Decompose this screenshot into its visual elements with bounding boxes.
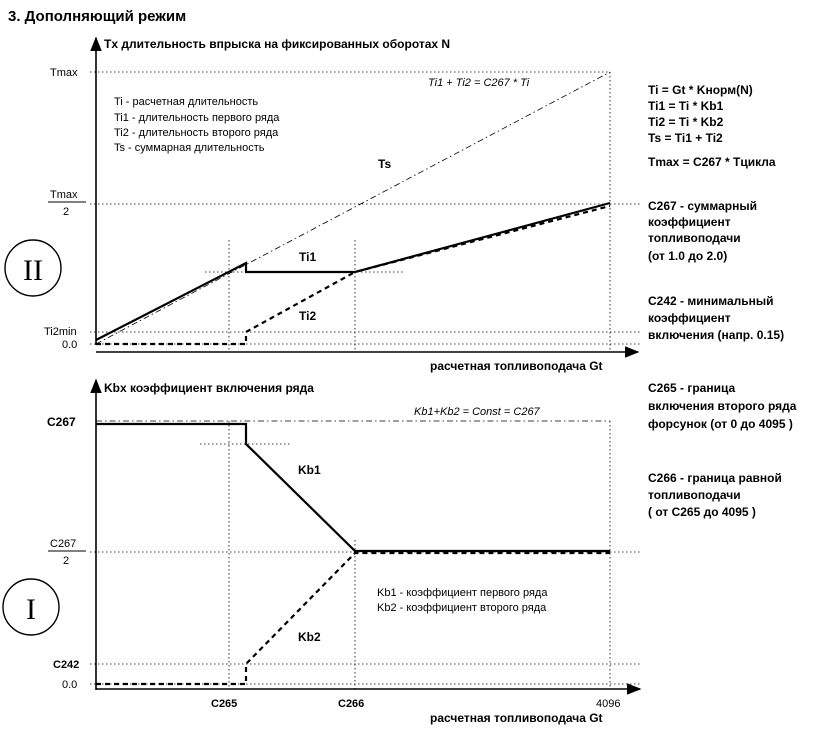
note-c267-line4: (от 1.0 до 2.0) <box>648 249 728 263</box>
tick-tmax-half-num: Tmax <box>50 189 78 201</box>
note-formula-ti1: Ti1 = Ti * Kb1 <box>648 99 724 113</box>
note-c242-line2: коэффициент <box>648 311 731 325</box>
kb2-curve <box>96 553 610 684</box>
tick-tmax: Tmax <box>50 67 78 79</box>
note-c266-line2: топливоподачи <box>648 488 741 502</box>
note-c267-line1: C267 - суммарный <box>648 199 758 213</box>
top-formula: Ti1 + Ti2 = C267 * Ti <box>428 77 530 89</box>
label-ti1: Ti1 <box>299 250 317 264</box>
note-c267-line3: топливоподачи <box>648 231 741 245</box>
tick-c265: C265 <box>211 698 238 710</box>
label-ti2: Ti2 <box>299 309 317 323</box>
bottom-chart <box>3 380 640 725</box>
tick-c267-half-num: C267 <box>50 538 77 550</box>
top-y-axis-title: Tx длительность впрыска на фиксированных оборотах N <box>104 37 451 51</box>
label-ts: Ts <box>378 157 392 171</box>
top-x-axis-title: расчетная топливоподача Gt <box>430 359 603 373</box>
note-tmax-formula: Tmax = C267 * Tцикла <box>648 155 776 169</box>
ti1-curve <box>96 203 610 340</box>
bottom-legend-kb2: Kb2 - коэффициент второго ряда <box>377 602 547 614</box>
tick-c266: C266 <box>338 698 365 710</box>
roman-numeral-bottom: I <box>26 593 36 626</box>
tick-ti2min: Ti2min <box>44 326 77 338</box>
kb1-curve <box>96 424 610 551</box>
note-c266-line1: C266 - граница равной <box>648 471 782 485</box>
tick-tmax-half-den: 2 <box>63 206 70 218</box>
note-c265-line3: форсунок (от 0 до 4095 ) <box>648 417 793 431</box>
note-formula-ti2: Ti2 = Ti * Kb2 <box>648 115 724 129</box>
label-kb1: Kb1 <box>298 463 321 477</box>
tick-c242: C242 <box>53 659 80 671</box>
top-legend-ts: Ts - суммарная длительность <box>114 142 265 154</box>
bottom-legend-kb1: Kb1 - коэффициент первого ряда <box>377 587 548 599</box>
ti2-curve <box>96 206 610 344</box>
note-formula-ti: Ti = Gt * Kнорм(N) <box>648 83 753 97</box>
roman-numeral-top: II <box>23 254 43 287</box>
note-c266-line3: ( от C265 до 4095 ) <box>648 505 756 519</box>
note-formula-ts: Ts = Ti1 + Ti2 <box>648 131 723 145</box>
bottom-y-axis-title: Kbx коэффициент включения ряда <box>104 381 314 395</box>
page-heading: 3. Дополняющий режим <box>8 8 187 25</box>
note-c265-line2: включения второго ряда <box>648 399 797 413</box>
note-c242-line1: C242 - минимальный <box>648 294 774 308</box>
tick-c267-half-den: 2 <box>63 555 70 567</box>
note-c265-line1: C265 - граница <box>648 381 736 395</box>
top-legend-ti2: Ti2 - длительность второго ряда <box>114 127 279 139</box>
label-kb2: Kb2 <box>298 630 321 644</box>
top-legend-ti1: Ti1 - длительность первого ряда <box>114 112 280 124</box>
tick-top-zero: 0.0 <box>62 339 78 351</box>
bottom-x-axis-title: расчетная топливоподача Gt <box>430 711 603 725</box>
note-c242-line3: включения (напр. 0.15) <box>648 328 785 342</box>
top-chart <box>5 37 640 373</box>
tick-4096: 4096 <box>596 698 621 710</box>
tick-bottom-zero: 0.0 <box>62 679 78 691</box>
bottom-formula: Kb1+Kb2 = Const = C267 <box>414 406 540 418</box>
notes-panel <box>648 83 797 519</box>
tick-c267: C267 <box>47 415 76 429</box>
top-legend-ti: Ti - расчетная длительность <box>114 96 259 108</box>
note-c267-line2: коэффициент <box>648 215 731 229</box>
